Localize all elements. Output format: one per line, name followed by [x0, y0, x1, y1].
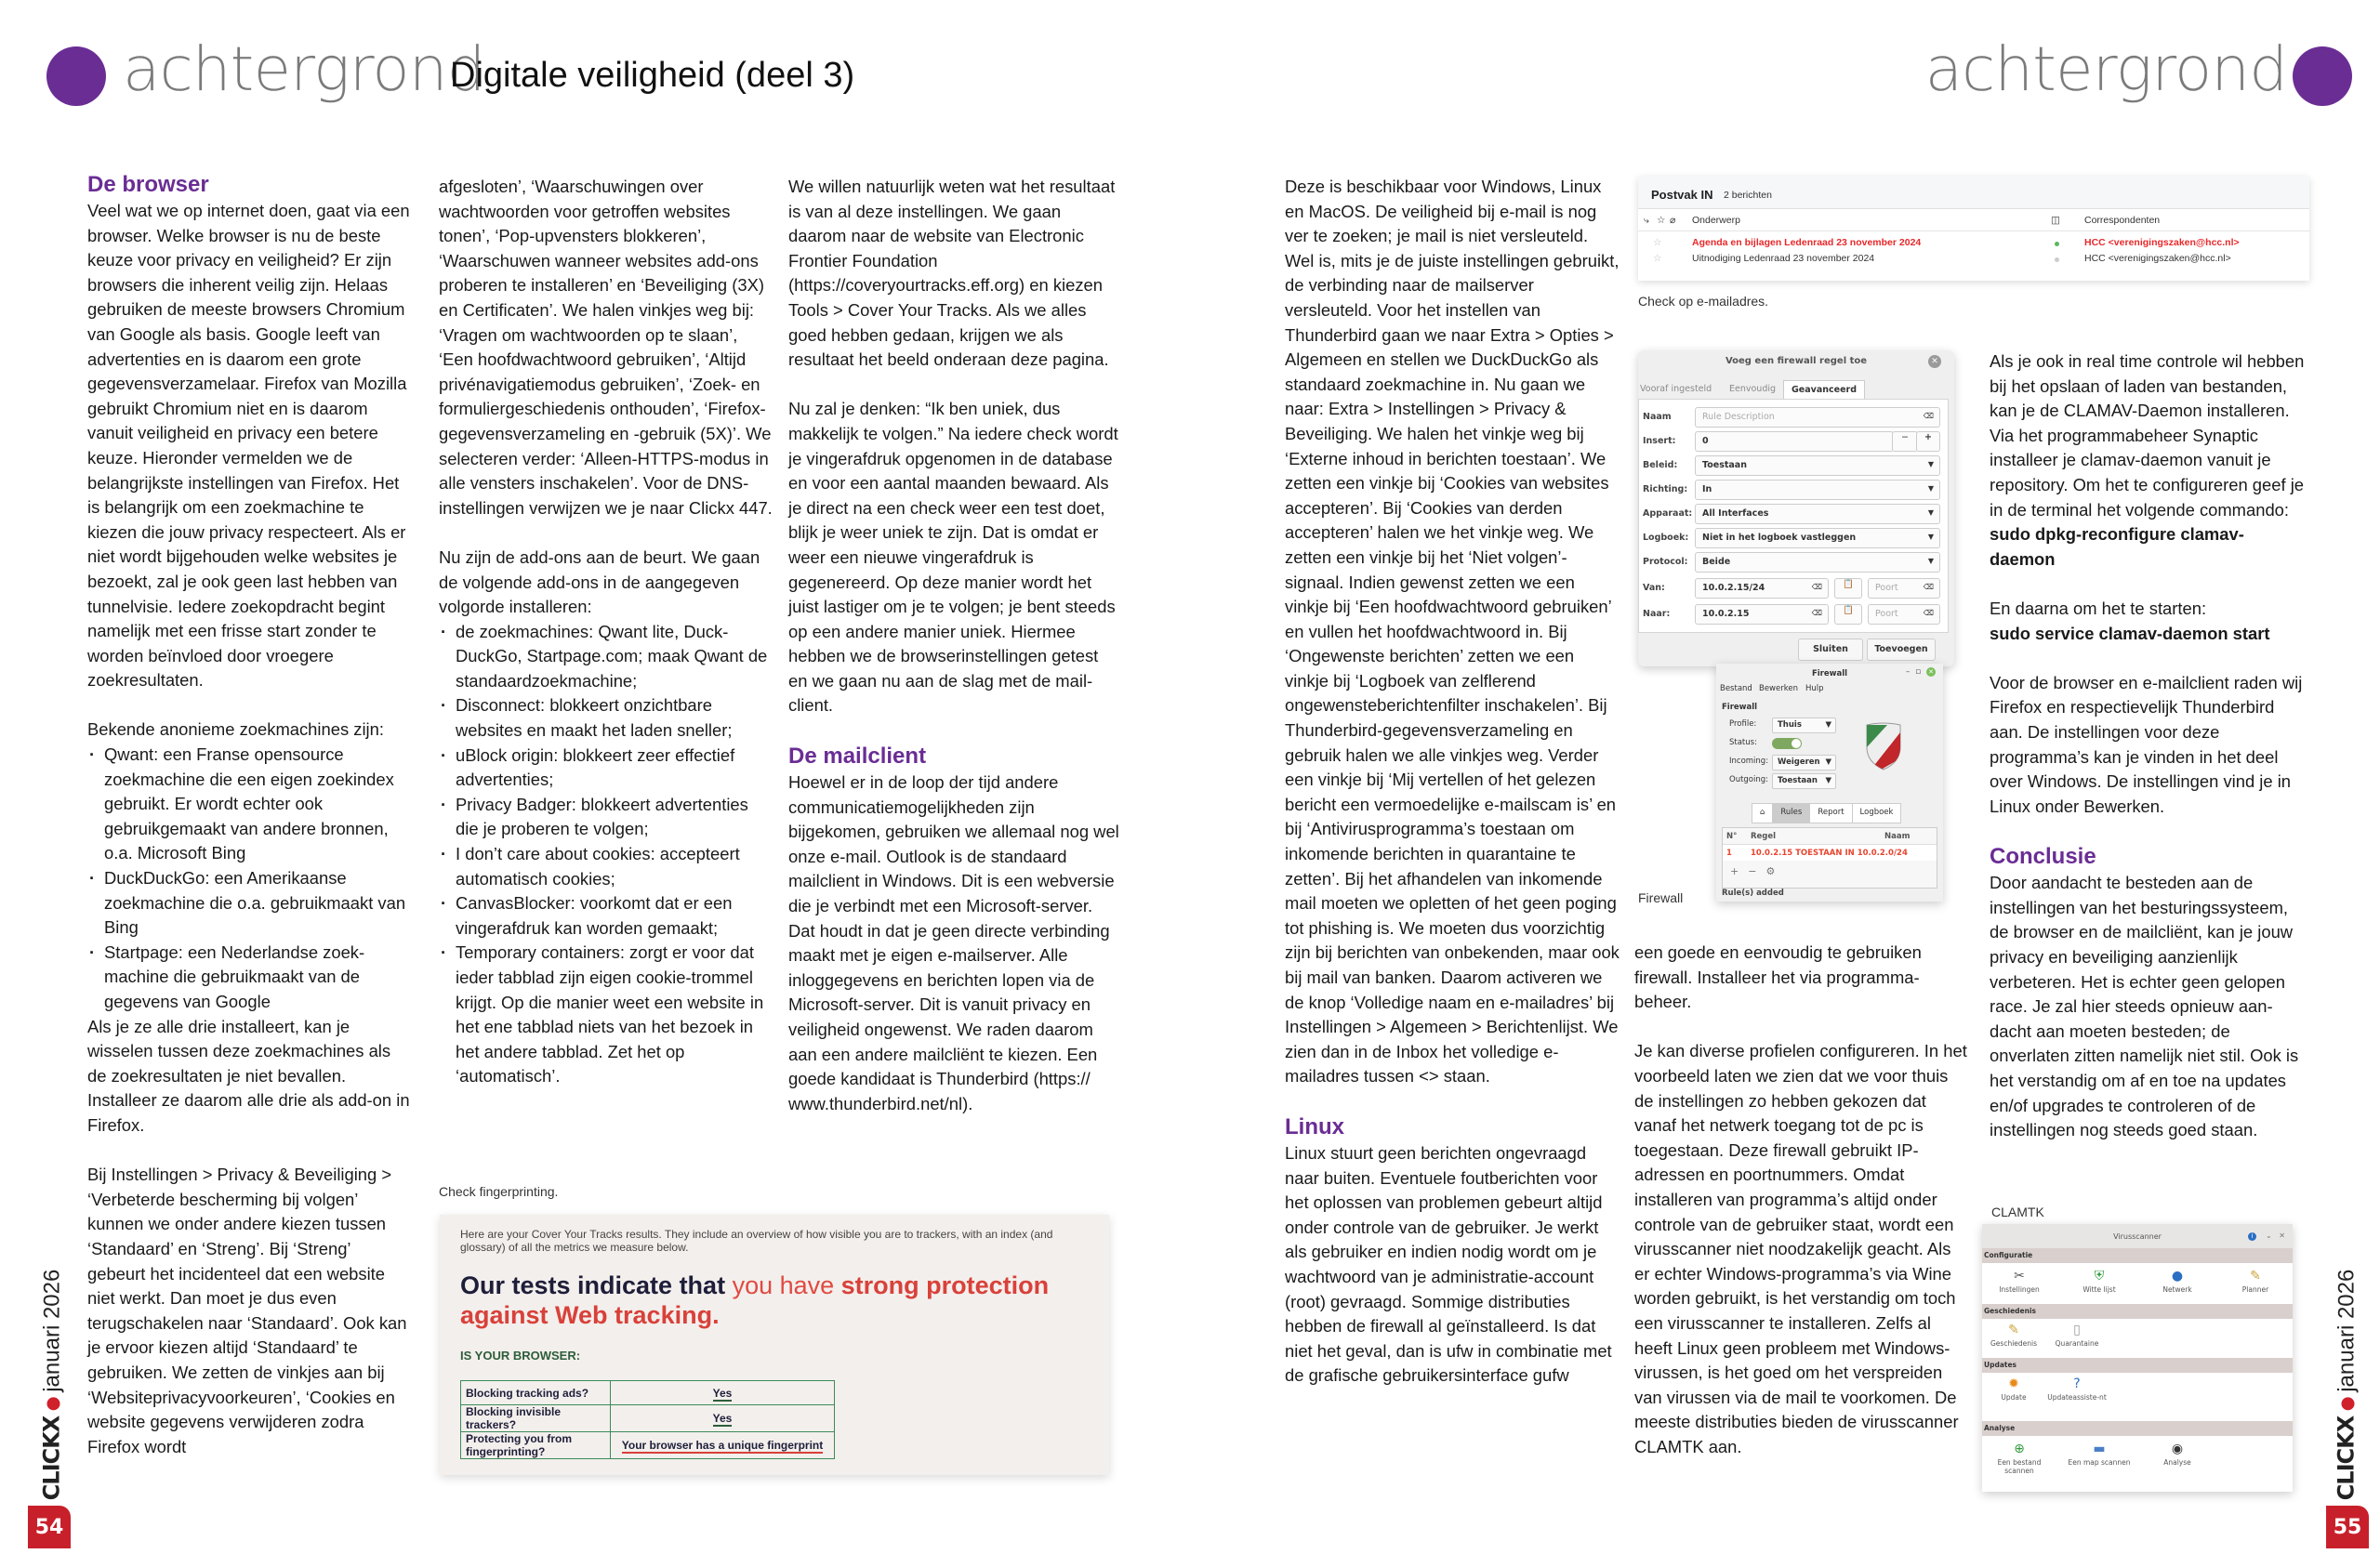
message-count: 2 berichten: [1724, 190, 1772, 201]
item-planner[interactable]: ✎ Planner: [2241, 1269, 2269, 1294]
folio-dot-icon: [46, 1398, 60, 1411]
apparaat-label: Apparaat:: [1643, 508, 1693, 519]
incoming-label: Incoming:: [1729, 757, 1769, 766]
left-column-3: [788, 175, 1119, 1116]
unread-dot-icon: [2055, 242, 2059, 246]
message-subject: Uitnodiging Ledenraad 23 november 2024: [1692, 253, 1875, 264]
paragraph: Deze is beschikbaar voor Windows, Linux en MacOS. De veiligheid bij e-mail is nog ver te zoeken; je mail is niet versleuteld. Wel is, mits je de juiste instellingen gebruikt, de verbinding naar de mailserver versleuteld. Voor het instellen van Thunderbird gaan we naar Extra > Opties > Algemeen en stellen we DuckDuckGo als standaard zoekmachine in. Nu gaan we naar: Extra > Instellingen > Privacy & Beveiliging. We halen het vinkje weg bij ‘Externe inhoud in berichten toestaan’. We zetten een vinkje bij ‘Cookies van websites accepteren’. Bij ‘Cookies van derden accepteren’ halen we het vinkje weg. We zetten een vinkje bij het ‘Niet volgen’-signaal. Indien gewenst zetten we een vinkje bij ‘Een hoofdwachtwoord gebruiken’ en vullen het hoofdwachtwoord in. Bij ‘Ongewenste berichten’ zetten we een vinkje bij ‘Logboek van zelflerend ongewensteberichtenfilter inschakelen’. Bij Thunderbird-gegevensverzameling en gebruik halen we alle vinkjes weg. Verder een vinkje bij ‘Mij vertellen of het gelezen bericht een vermoedelijke e-mailscam is’ en bij ‘Antivirusprogramma’s toestaan om inkomende berichten in quarantaine te zetten’. Bij het afhandelen van inkomende mail moeten we opletten of het geen poging tot phishing is. We moeten dus voorzichtig zijn bij berichten van onbekenden, maar ook bij mail van banken. Daarom activeren we de knop ‘Volledige naam en e-mailadres’ bij Instellingen > Algemeen > Berichtenlijst. We zien dan in de Inbox het volledige e-mailadres tussen <> staan.: [1285, 177, 1620, 1086]
increment-button[interactable]: +: [1916, 431, 1940, 452]
item-witte-lijst[interactable]: ⛨ Witte lijst: [2082, 1269, 2116, 1294]
dialog-title: Voeg een firewall regel toe: [1725, 356, 1868, 366]
paragraph: een goede en eenvoudig te gebruiken firewall. Installeer het via programmabeheer.: [1634, 942, 1922, 1012]
paragraph: Als je ook in real time controle wil hebben bij het opslaan of laden van bestanden, kan je de CLAMAV-Daemon installeren. Via het programmabeheer Synaptic installeer je clamav-daemon vanuit je repository. Om het te configureren geef je in de terminal het volgende commando:: [1990, 351, 2305, 520]
paragraph: Nu zijn de add-ons aan de beurt. We gaan de volgende add-ons in de aangegeven volgorde installeren:: [439, 546, 760, 617]
table-row[interactable]: [1723, 845, 1937, 861]
item-analyse[interactable]: ◉ Analyse: [2163, 1442, 2191, 1467]
menu-bestand[interactable]: Bestand: [1720, 684, 1752, 693]
cyt-headline: [460, 1271, 1111, 1330]
inbox-screenshot: [1638, 177, 2309, 281]
outgoing-label: Outgoing:: [1729, 775, 1769, 784]
cyt-intro: Here are your Cover Your Tracks results. They include an overview of how visible you are to trackers, with an index (and glossary) of all the metrics we measure below.: [460, 1228, 1053, 1254]
beleid-label: Beleid:: [1643, 460, 1678, 470]
tab-logboek[interactable]: Logboek: [1859, 808, 1894, 817]
list-item: · I don’t care about cookies: accepteert automatisch cookies;: [439, 842, 774, 891]
list-intro: Bekende anonieme zoekmachines zijn:: [87, 719, 384, 740]
chevron-down-icon: ▼: [1927, 484, 1934, 493]
clear-icon[interactable]: ⌫: [1811, 583, 1822, 591]
fingerprinting-link[interactable]: fingerprinting: [466, 1445, 538, 1458]
folder-icon: ▬: [2093, 1442, 2106, 1456]
item-netwerk[interactable]: ● Netwerk: [2162, 1269, 2192, 1294]
close-icon[interactable]: ✕: [2279, 1231, 2285, 1240]
item-geschiedenis[interactable]: ✎ Geschiedenis: [1990, 1323, 2038, 1348]
profile-label: Profile:: [1729, 719, 1757, 729]
globe-icon: ●: [2171, 1269, 2184, 1284]
file-add-icon: ⊕: [2014, 1442, 2025, 1456]
page-number: 54: [28, 1506, 71, 1548]
cyt-question-text: Protecting you from: [466, 1432, 573, 1445]
list-item: · Qwant: een Franse opensource zoekmachine die een eigen zoekindex gebruikt. Er wordt echter ook gebruikgemaakt van andere bronnen, o.a. Microsoft Bing: [87, 743, 413, 866]
item-een-map-scannen[interactable]: ▬ Een map scannen: [2068, 1442, 2131, 1467]
status-label: Status:: [1729, 738, 1757, 747]
column-rule[interactable]: Regel: [1751, 832, 1777, 841]
header-dot-icon: [2293, 46, 2352, 106]
rule-text: 10.0.2.15 TOESTAAN IN 10.0.2.0/24: [1751, 849, 1908, 858]
cyt-headline-part1: Our tests indicate that: [460, 1271, 733, 1299]
close-icon[interactable]: ✕: [1928, 355, 1941, 368]
item-updateassistent[interactable]: ? Updateassiste-nt: [2047, 1376, 2107, 1402]
status-toggle[interactable]: [1772, 738, 1802, 749]
issue-date: januari 2026: [2334, 1269, 2360, 1392]
van-port-input[interactable]: Poort ⌫: [1868, 578, 1940, 599]
firewall-main-window: [1716, 664, 1943, 902]
chevron-down-icon: ▼: [1927, 533, 1934, 541]
paragraph: Door aandacht te besteden aan de instellingen van het besturingssysteem, de browser en de mailcliënt, kan je jouw privacy en beveiliging aanzienlijk verbeteren. Het is echter geen gelopen race. Je zal hier steeds opnieuw aandacht aan moeten besteden; de onverlaten zitten namelijk niet stil. Ook is het verstandig om af en toe na updates en/of upgrades te controleren of de instellingen nog steeds goed staan.: [1990, 873, 2299, 1140]
cyt-label: IS YOUR BROWSER:: [460, 1349, 581, 1363]
table-row: [461, 1381, 835, 1405]
tab-vooraf-ingesteld[interactable]: Vooraf ingesteld: [1640, 384, 1712, 394]
section-analyse: Analyse: [1982, 1421, 2293, 1436]
pencil-icon: ✎: [2250, 1269, 2261, 1284]
folio-right: [2328, 1269, 2365, 1501]
help-icon: ?: [2073, 1376, 2081, 1391]
home-icon[interactable]: ⌂: [1752, 804, 1773, 823]
left-column-2: [439, 175, 774, 1089]
item-quarantaine[interactable]: ▯ Quarantaine: [2055, 1323, 2099, 1348]
folio-left: [33, 1269, 71, 1501]
tab-rules[interactable]: Rules: [1773, 804, 1810, 823]
caption-inbox: Check op e-mailadres.: [1638, 294, 1769, 309]
item-een-bestand-scannen[interactable]: ⊕ Een bestand scannen: [1997, 1442, 2042, 1475]
add-rule-button[interactable]: Toevoegen: [1867, 639, 1936, 661]
naam-input[interactable]: Rule Description ⌫: [1695, 407, 1940, 428]
heading-conclusie: Conclusie: [1990, 844, 2096, 870]
clear-icon[interactable]: ⌫: [1923, 412, 1934, 420]
list-item: · Temporary containers: zorgt er voor dat ieder tabblad zijn eigen cookie-trommel krijgt. Op die manier weet een website in het ene tabblad niets van het bezoek in het andere tabblad. Zet het op ‘automatisch’.: [439, 941, 774, 1089]
update-gear-icon: ✹: [2008, 1376, 2019, 1391]
rule-number: 1: [1726, 849, 1732, 858]
van-label: Van:: [1643, 583, 1665, 593]
close-icon[interactable]: ✕: [1926, 667, 1936, 677]
paragraph: Veel wat we op internet doen, gaat via een browser. Welke browser is nu de beste keuze voor privacy en veiligheid? Er zijn browsers die inherent veilig zijn. Helaas gebruiken de meeste browsers Chromium van Google als basis. Google leeft van advertenties en is daarom een grote gegevensverzamelaar. Firefox van Mozilla gebruikt Chromium niet en is daarom vanuit veiligheid en privacy een betere keuze. Hieronder vermelden we de belangrijkste instellingen van Firefox. Het is belangrijk om een zoekmachine te kiezen die jouw privacy respecteert. Als er niet wordt bijgehouden welke websites je bezoekt, zal je ook geen last hebben van tunnelvisie. Iedere zoekopdracht begint namelijk met een frisse start zonder te worden beïnvloed door vroegere zoekresultaten.: [87, 201, 410, 691]
caption-clamtk: CLAMTK: [1991, 1205, 2044, 1219]
section-kicker: achtergrond: [123, 33, 485, 105]
clear-icon[interactable]: ⌫: [1923, 583, 1934, 591]
item-update[interactable]: ✹ Update: [2001, 1376, 2027, 1402]
profile-select[interactable]: Thuis ▼: [1772, 718, 1836, 733]
cyt-headline-part2: you have: [732, 1271, 841, 1299]
clear-icon[interactable]: ⌫: [1811, 609, 1822, 617]
chevron-down-icon: ▼: [1825, 757, 1831, 767]
message-row[interactable]: [1638, 236, 2309, 251]
read-dot-icon: [2055, 257, 2059, 262]
issue-date: januari 2026: [39, 1269, 65, 1392]
item-instellingen[interactable]: ✂ Instellingen: [1999, 1269, 2040, 1294]
star-icon[interactable]: ☆: [1657, 215, 1666, 226]
cyt-answer-link[interactable]: Yes: [712, 1386, 733, 1400]
shield-check-icon: ⛨: [2094, 1269, 2105, 1284]
paragraph: Hoewel er in de loop der tijd andere communicatiemogelijkheden zijn bijgekomen, gebruiken we allemaal nog wel onze e-mail. Outlook is de standaard mailclient in Windows. Dit is een webversie die je verbindt met een Microsoft-server. Dat houdt in dat je geen directe verbinding maakt met je eigen e-mailserver. Alle inloggegevens en berichten lopen via de Microsoft-server. Dit is vanuit privacy en veiligheid ongewenst. We raden daarom aan een andere mailcliënt te kiezen. Een goede kandidaat is Thunderbird (https:// www.thunderbird.net/nl).: [788, 772, 1119, 1113]
section-configuratie: Configuratie: [1982, 1248, 2293, 1263]
info-icon[interactable]: i: [2248, 1232, 2256, 1241]
cyt-headline-end: .: [712, 1301, 720, 1329]
paragraph: Linux stuurt geen berichten ongevraagd naar buiten. Eventuele foutberichten voor het oplossen van problemen gebeurt altijd onder controle van de gebruiker. Je werkt als gebruiker en indien nodig wordt om je wachtwoord van je administratie-account (root) gevraagd. Sommige distributies hebben de firewall al geïnstalleerd. Is dat niet het geval, dan is ufw in combinatie met de grafische gebruikersinterface gufw: [1285, 1142, 1612, 1386]
firewall-add-rule-dialog: [1638, 350, 1954, 666]
message-correspondent: HCC <verenigingszaken@hcc.nl>: [2084, 253, 2231, 264]
cyt-question: Blocking invisible trackers?: [461, 1405, 611, 1432]
terminal-command: sudo service clamav-daemon start: [1990, 623, 2270, 643]
caption-fingerprint: Check fingerprinting.: [439, 1184, 559, 1199]
naam-label: Naam: [1643, 412, 1672, 422]
chevron-down-icon: ▼: [1927, 508, 1934, 517]
paragraph: Bij Instellingen > Privacy & Beveiliging > ‘Verbeterde bescherming bij volgen’ kunnen we onder andere kiezen tussen ‘Standaard’ en ‘Streng’. Bij ‘Streng’ gebeurt het incidenteel dat een website niet werkt. Dan moet je dus even terugschakelen naar ‘Standaard’. Ook kan je ervoor kiezen altijd ‘Standaard’ te gebruiken. We zetten de vinkjes aan bij ‘Websiteprivacyvoorkeuren’, ‘Cookies en website gegevens verwijderen zodra Firefox wordt: [87, 1165, 407, 1456]
thread-icon[interactable]: ⤷: [1644, 215, 1649, 226]
paragraph: afgesloten’, ‘Waarschuwingen over wachtwoorden voor getroffen websites tonen’, ‘Pop-upvensters blokkeren’, ‘Waarschuwen wanneer websites add-ons proberen te installeren’ en ‘Beveiliging (3X) en Certificaten’. We halen vinkjes weg bij: ‘Vragen om wachtwoorden op te slaan’, ‘Een hoofdwachtwoord gebruiken’, ‘Altijd privénavigatiemodus gebruiken’, ‘Zoek- en formuliergeschiedenis onthouden’, ‘Firefox-gegevensverzameling en -gebruik (5X)’. We selecteren verder: ‘Alleen-HTTPS-modus in alle vensters inschakelen’. Voor de DNS-instellingen verwijzen we je naar Clickx 447.: [439, 177, 773, 518]
richting-select[interactable]: In ▼: [1695, 480, 1940, 500]
brand-logo: CLICKX: [2333, 1416, 2360, 1501]
section-geschiedenis: Geschiedenis: [1982, 1304, 2293, 1319]
remove-icon[interactable]: −: [1748, 865, 1766, 877]
attachment-icon[interactable]: ⌀: [1670, 215, 1676, 226]
maximize-icon[interactable]: ▫: [1915, 667, 1922, 677]
main-tabs: [1752, 803, 1901, 823]
paragraph: En daarna om het te starten:: [1990, 598, 2207, 618]
firewall-shield-icon: [1863, 721, 1904, 771]
insert-input[interactable]: 0: [1695, 431, 1894, 452]
pencil-icon: ✎: [2008, 1323, 2019, 1337]
chevron-down-icon[interactable]: ⌄: [2265, 1231, 2272, 1240]
logboek-label: Logboek:: [1643, 533, 1689, 543]
menu-hulp[interactable]: Hulp: [1805, 684, 1824, 693]
list-item: · DuckDuckGo: een Amerikaanse zoekmachine die o.a. gebruikmaakt van Bing: [87, 866, 413, 941]
status-bar: Rule(s) added: [1722, 889, 1784, 898]
read-status-icon[interactable]: ◫: [2051, 215, 2060, 226]
paragraph: We willen natuurlijk weten wat het resultaat is van al deze instellingen. We gaan daarom naar de website van Electronic Frontier Foundation (https://coveryourtracks.eff.org) en kiezen Tools > Cover Your Tracks. Als we alles goed hebben gedaan, krijgen we als resultaat het beeld onderaan deze pagina.: [788, 177, 1116, 370]
message-subject: Agenda en bijlagen Ledenraad 23 november 2024: [1692, 237, 1922, 248]
column-number[interactable]: N°: [1726, 832, 1738, 841]
cyt-question-end: ?: [538, 1445, 546, 1458]
close-button[interactable]: Sluiten: [1798, 639, 1863, 661]
section-kicker: achtergrond: [1924, 33, 2287, 105]
apparaat-select[interactable]: All Interfaces ▼: [1695, 504, 1940, 524]
chevron-down-icon: ▼: [1825, 720, 1831, 730]
cyt-answer-link[interactable]: Yes: [712, 1412, 733, 1425]
paragraph: Als je ze alle drie installeert, kan je wisselen tussen deze zoekmachines als de zoekresultaten je niet bevallen. Installeer ze daarom alle drie als add-on in Firefox.: [87, 1016, 410, 1135]
brand-logo: CLICKX: [38, 1416, 65, 1501]
message-correspondent: HCC <verenigingszaken@hcc.nl>: [2084, 237, 2240, 248]
minimize-icon[interactable]: –: [1905, 667, 1911, 677]
table-row: [461, 1432, 835, 1459]
naar-port-input[interactable]: Poort ⌫: [1868, 604, 1940, 625]
right-column-2: [1634, 941, 1969, 1459]
heading-linux: Linux: [1285, 1113, 1344, 1139]
add-icon[interactable]: +: [1730, 865, 1749, 877]
list-item: · Disconnect: blokkeert onzichtbare websites en maakt het laden sneller;: [439, 693, 774, 743]
paragraph: Nu zal je denken: “Ik ben uniek, dus makkelijk te volgen.” Na iedere check wordt je vingerafdruk opgenomen in de database en voor een aantal maanden bewaard. Als je direct na een check weer een test doet, blijk je weer uniek te zijn. Dat is omdat er weer een nieuwe vingerafdruk is gegenereerd. Op deze manier wordt het juist lastiger om je te volgen; je bent steeds op een andere manier uniek. Hiermee hebben we de browserinstellingen getest en we gaan nu aan de slag met de mailclient.: [788, 399, 1118, 716]
star-icon[interactable]: ☆: [1653, 237, 1662, 248]
list-item: · de zoekmachines: Qwant lite, DuckDuckGo, Startpage.com; maak Qwant de standaardzoekmachine;: [439, 620, 774, 694]
right-column-1: [1285, 175, 1620, 1389]
chevron-down-icon: ▼: [1825, 776, 1831, 785]
search-engine-list: [87, 743, 413, 1015]
window-title: Virusscanner: [2113, 1232, 2162, 1241]
menu-bewerken[interactable]: Bewerken: [1759, 684, 1798, 693]
clipboard-icon: ▯: [2073, 1323, 2081, 1337]
page-number: 55: [2326, 1506, 2369, 1548]
caption-firewall: Firewall: [1638, 890, 1684, 905]
paragraph: Voor de browser en e-mailclient raden wij Firefox en respectievelijk Thunderbird aan. De instellingen voor deze programma’s kan je vinden in het deel over Windows. De instellingen vind je in Linux onder Bewerken.: [1990, 672, 2303, 816]
list-item: · uBlock origin: blokkeert zeer effectief advertenties;: [439, 744, 774, 793]
incoming-select[interactable]: Weigeren ▼: [1772, 755, 1836, 770]
inbox-title: Postvak IN: [1651, 188, 1713, 202]
heading-de-browser: De browser: [87, 172, 209, 197]
tab-eenvoudig[interactable]: Eenvoudig: [1729, 384, 1777, 394]
right-column-3: [1990, 349, 2306, 1143]
cyt-headline-part3: strong protection against Web tracking: [460, 1271, 1050, 1329]
cyt-question: [461, 1432, 611, 1459]
column-correspondents[interactable]: Correspondenten: [2084, 215, 2161, 226]
column-name[interactable]: Naam: [1884, 832, 1911, 841]
protocol-select[interactable]: Beide ▼: [1695, 552, 1940, 573]
clear-icon[interactable]: ⌫: [1923, 609, 1934, 617]
header-dot-icon: [46, 46, 106, 106]
cyt-question: Blocking tracking ads?: [461, 1381, 611, 1405]
star-icon[interactable]: ☆: [1653, 253, 1662, 264]
cyt-results-table: [460, 1380, 835, 1459]
logboek-select[interactable]: Niet in het logboek vastleggen ▼: [1695, 528, 1940, 548]
addon-list: [439, 620, 774, 1089]
binoculars-icon: ◉: [2171, 1442, 2184, 1456]
tools-icon: ✂: [2014, 1269, 2025, 1284]
cyt-answer-link[interactable]: Your browser has a unique fingerprint: [621, 1439, 824, 1452]
list-item: · Startpage: een Nederlandse zoekmachine die gebruikmaakt van de gegevens van Google: [87, 941, 413, 1015]
list-item: · Privacy Badger: blokkeert advertenties die je proberen te volgen;: [439, 793, 774, 842]
beleid-select[interactable]: Toestaan ▼: [1695, 455, 1940, 476]
naar-label: Naar:: [1643, 609, 1671, 619]
list-item: · CanvasBlocker: voorkomt dat er een vingerafdruk kan worden gemaakt;: [439, 891, 774, 941]
heading-de-mailclient: De mailclient: [788, 744, 927, 770]
chevron-down-icon: ▼: [1927, 460, 1934, 468]
inbox-header-row: [1638, 210, 2309, 231]
folio-dot-icon: [2341, 1398, 2354, 1411]
van-input[interactable]: 10.0.2.15/24 ⌫: [1695, 578, 1829, 599]
gear-icon[interactable]: ⚙: [1765, 865, 1785, 877]
message-row[interactable]: [1638, 252, 2309, 267]
clipboard-icon[interactable]: 📋: [1834, 578, 1862, 599]
section-updates: Updates: [1982, 1358, 2293, 1373]
paragraph: Je kan diverse profielen configureren. In het voorbeeld laten we zien dat we voor thuis de instellingen zo hebben gekozen dat vanaf het netwerk toegang tot de pc is toegestaan. Deze firewall gebruikt IP-adressen en poortnummers. Omdat installeren van programma’s altijd onder controle van de gebruiker staat, wordt een virusscanner niet noodzakelijk geacht. Als er echter Windows-programma’s via Wine worden gebruikt, is het verstandig om toch een virusscanner te installeren. Zelfs al heeft Linux geen probleem met Windows-virussen, is het goed om het verspreiden van virussen via de mail te voorkomen. De meeste distributies bieden de virusscanner CLAMTK aan.: [1634, 1041, 1967, 1456]
insert-label: Insert:: [1643, 436, 1676, 446]
window-title: Firewall: [1811, 669, 1848, 678]
tab-report[interactable]: Report: [1810, 804, 1852, 823]
decrement-button[interactable]: −: [1892, 431, 1918, 452]
section-label: Firewall: [1722, 703, 1758, 712]
tab-geavanceerd[interactable]: Geavanceerd: [1783, 380, 1865, 399]
table-row: [461, 1405, 835, 1432]
cover-your-tracks-screenshot: [440, 1215, 1109, 1475]
outgoing-select[interactable]: Toestaan ▼: [1772, 773, 1836, 789]
left-column-1: [87, 171, 413, 1459]
column-subject[interactable]: Onderwerp: [1692, 215, 1740, 226]
terminal-command: sudo dpkg-reconfigure clamav-daemon: [1990, 524, 2244, 569]
protocol-label: Protocol:: [1643, 557, 1688, 567]
clamtk-window: [1982, 1224, 2293, 1492]
chevron-down-icon: ▼: [1927, 557, 1934, 565]
naar-input[interactable]: 10.0.2.15 ⌫: [1695, 604, 1829, 625]
clipboard-icon[interactable]: 📋: [1834, 604, 1862, 625]
richting-label: Richting:: [1643, 484, 1688, 494]
article-title: Digitale veiligheid (deel 3): [450, 56, 855, 95]
rules-table: [1722, 827, 1937, 889]
